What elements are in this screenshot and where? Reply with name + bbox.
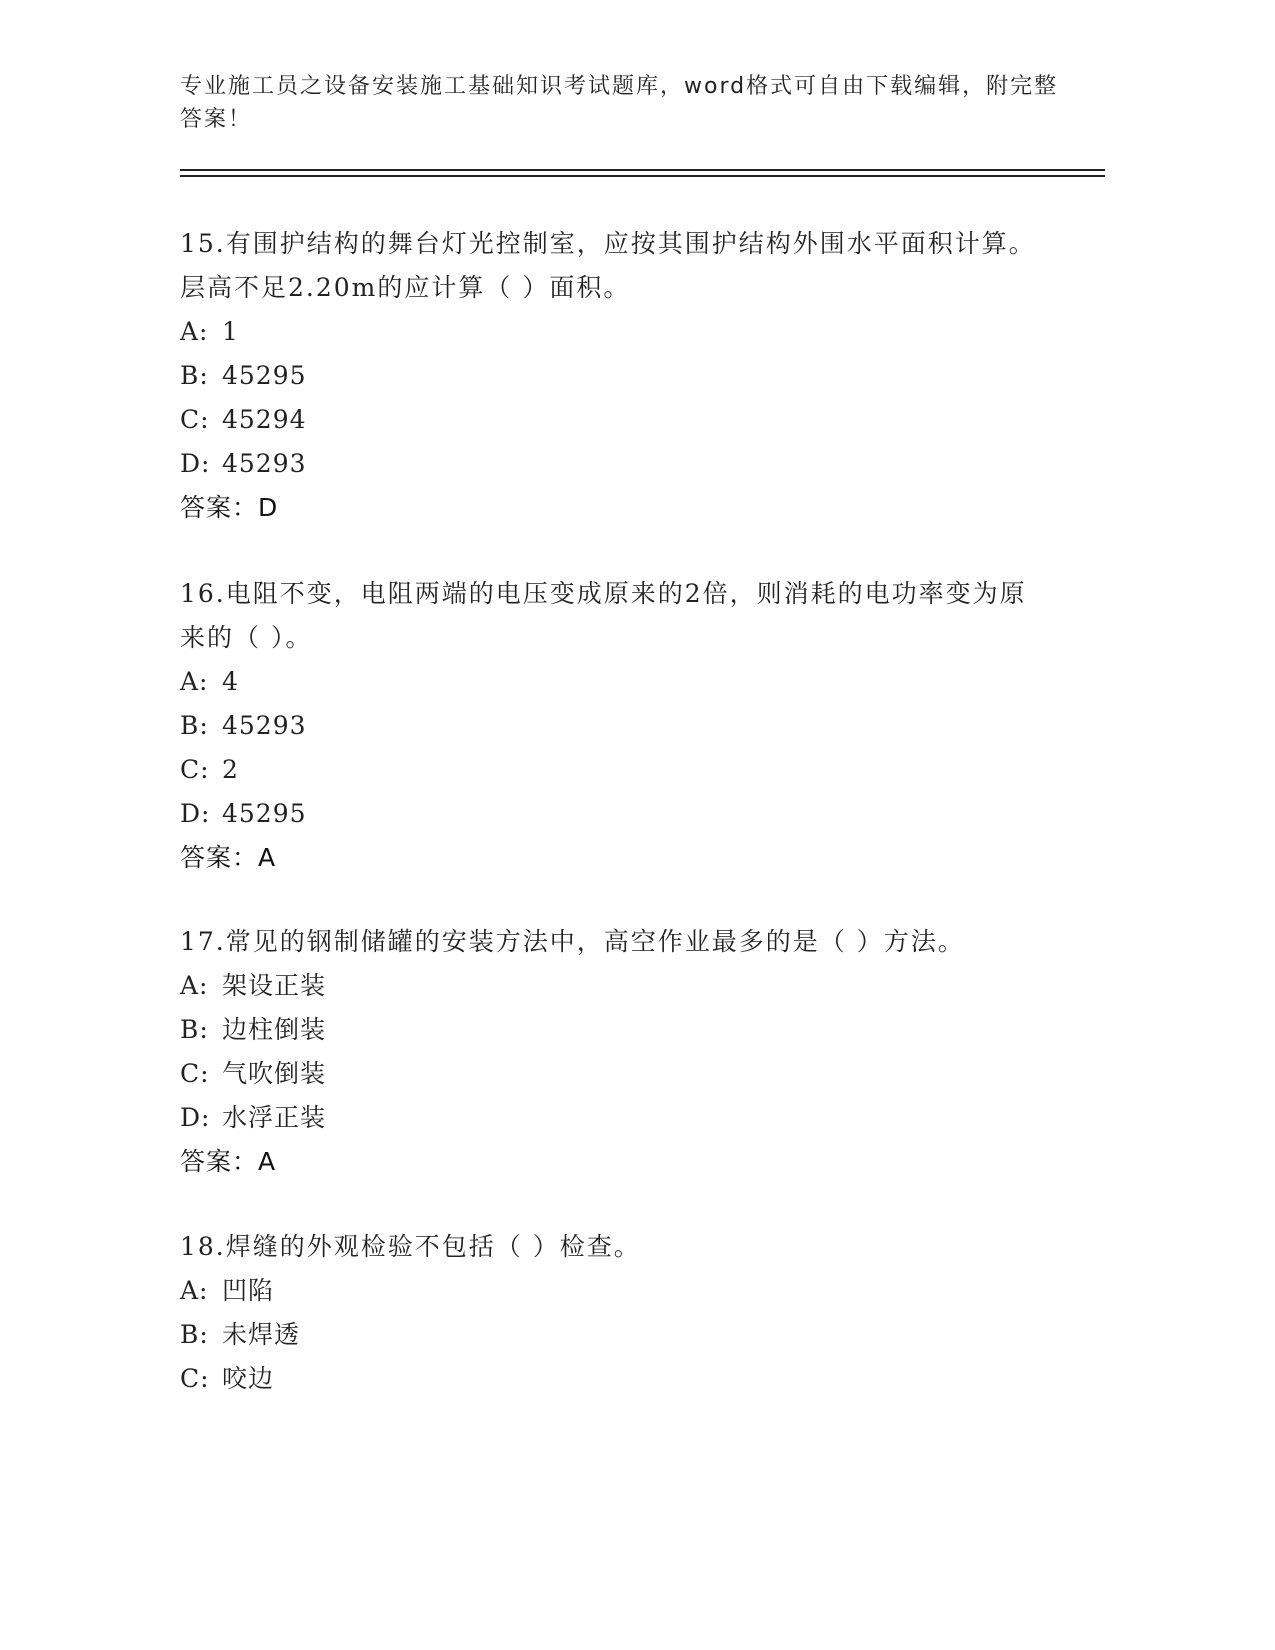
option-d (180, 792, 1040, 836)
question-17 (180, 920, 1040, 1184)
option-b (180, 1008, 1040, 1052)
question-18 (180, 1225, 1040, 1401)
document-header (180, 70, 1060, 136)
option-a (180, 310, 1040, 354)
option-a (180, 1269, 1040, 1313)
header-title: 专业施工员之设备安装施工基础知识考试题库，word格式可自由下载编辑，附完整答案！ (180, 74, 1059, 132)
option-value: 4 (222, 667, 239, 696)
option-letter: B: (180, 1015, 209, 1044)
header-divider-top (180, 169, 1105, 171)
option-letter: B: (180, 1320, 209, 1349)
answer-line: 答案：A (180, 843, 277, 872)
option-value: 1 (222, 317, 239, 346)
option-value: 边柱倒装 (222, 1015, 327, 1044)
option-a (180, 660, 1040, 704)
option-letter: B: (180, 711, 209, 740)
option-letter: D: (180, 799, 211, 828)
question-15 (180, 222, 1040, 530)
option-value: 45294 (222, 405, 307, 434)
option-value: 水浮正装 (222, 1103, 327, 1132)
option-a (180, 964, 1040, 1008)
option-value: 45293 (222, 711, 307, 740)
question-text: 15.有围护结构的舞台灯光控制室，应按其围护结构外围水平面积计算。层高不足2.20m的应计算（ ）面积。 (180, 229, 1036, 302)
option-letter: C: (180, 755, 210, 784)
option-value: 咬边 (222, 1364, 275, 1393)
option-letter: C: (180, 405, 210, 434)
option-c (180, 1357, 1040, 1401)
option-value: 凹陷 (222, 1276, 275, 1305)
option-letter: A: (180, 1276, 209, 1305)
option-b (180, 354, 1040, 398)
option-letter: C: (180, 1364, 210, 1393)
option-letter: C: (180, 1059, 210, 1088)
option-value: 2 (222, 755, 239, 784)
question-text: 16.电阻不变，电阻两端的电压变成原来的2倍，则消耗的电功率变为原来的（ ）。 (180, 579, 1027, 652)
option-value: 45295 (222, 799, 307, 828)
option-value: 架设正装 (222, 971, 327, 1000)
option-letter: A: (180, 971, 209, 1000)
option-d (180, 442, 1040, 486)
answer-line: 答案：A (180, 1147, 277, 1176)
option-d (180, 1096, 1040, 1140)
question-text: 17.常见的钢制储罐的安装方法中，高空作业最多的是（ ）方法。 (180, 927, 965, 956)
option-letter: A: (180, 667, 209, 696)
header-divider-bottom (180, 175, 1105, 177)
option-b (180, 1313, 1040, 1357)
option-b (180, 704, 1040, 748)
option-c (180, 398, 1040, 442)
option-letter: B: (180, 361, 209, 390)
question-text: 18.焊缝的外观检验不包括（ ）检查。 (180, 1232, 641, 1261)
option-value: 气吹倒装 (222, 1059, 327, 1088)
answer-line: 答案：D (180, 493, 279, 522)
option-letter: D: (180, 1103, 211, 1132)
option-letter: D: (180, 449, 211, 478)
question-16 (180, 572, 1040, 880)
option-letter: A: (180, 317, 209, 346)
option-value: 未焊透 (222, 1320, 301, 1349)
option-value: 45295 (222, 361, 307, 390)
option-c (180, 748, 1040, 792)
option-value: 45293 (222, 449, 307, 478)
option-c (180, 1052, 1040, 1096)
